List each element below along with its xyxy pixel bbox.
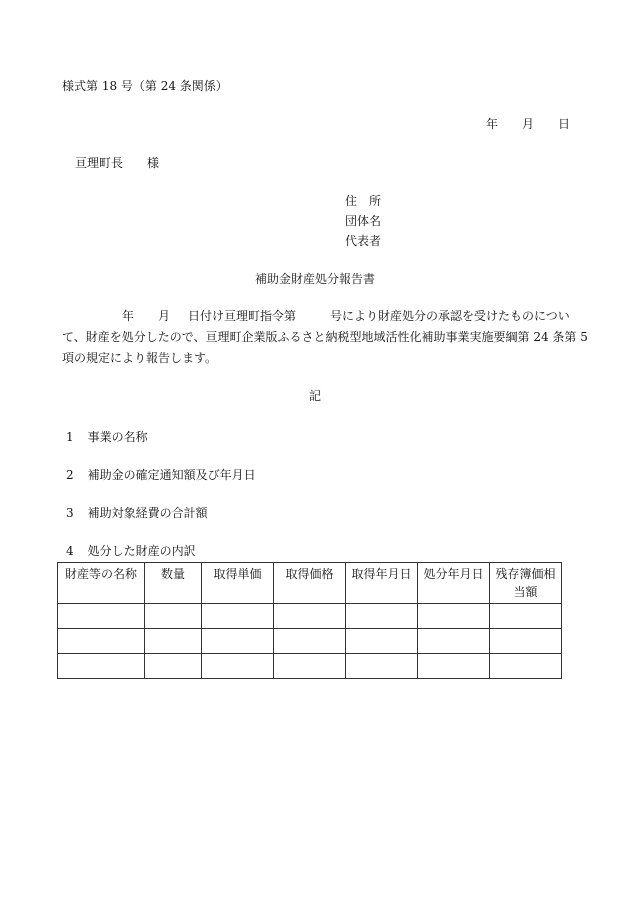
header-asset-name: 財産等の名称 xyxy=(58,563,145,604)
date-day: 日 xyxy=(558,117,571,131)
table-cell xyxy=(418,654,490,679)
table-cell xyxy=(346,654,418,679)
body-after-number: 号により財産処分の承認を受けたものについ xyxy=(330,309,570,323)
table-cell xyxy=(490,604,562,629)
header-unit-cost: 取得単価 xyxy=(202,563,274,604)
table-cell xyxy=(490,629,562,654)
body-paragraph xyxy=(62,306,588,369)
item-3-number: 3 xyxy=(66,506,74,520)
table-cell xyxy=(490,654,562,679)
item-1-label: 事業の名称 xyxy=(87,430,148,444)
body-month: 月 xyxy=(158,309,171,323)
sender-rep-label: 代表者 xyxy=(345,234,382,248)
document-title: 補助金財産処分報告書 xyxy=(254,272,375,286)
body-year: 年 xyxy=(122,309,135,323)
header-acquisition-price: 取得価格 xyxy=(274,563,346,604)
item-1-number: 1 xyxy=(66,430,74,444)
table-cell xyxy=(58,654,145,679)
body-line-1 xyxy=(62,306,570,327)
header-disposal-date: 処分年月日 xyxy=(418,563,490,604)
date-month: 月 xyxy=(522,117,535,131)
addressee-name: 亘理町長 xyxy=(75,156,124,170)
table-cell xyxy=(346,629,418,654)
item-4 xyxy=(66,543,196,559)
asset-table xyxy=(57,562,562,679)
form-reference: 様式第 18 号（第 24 条関係） xyxy=(62,79,228,93)
body-line-2: て、財産を処分したので、亘理町企業版ふるさと納税型地域活性化補助事業実施要綱第 24 条第 5 xyxy=(62,330,588,344)
table-cell xyxy=(202,629,274,654)
table-row xyxy=(58,604,562,629)
item-2 xyxy=(66,467,256,483)
table-row xyxy=(58,654,562,679)
date-line xyxy=(486,116,570,132)
body-date-phrase: 日付け亘理町指令第 xyxy=(188,309,297,323)
body-line-3: 項の規定により報告します。 xyxy=(62,351,218,365)
item-4-number: 4 xyxy=(66,544,74,558)
sender-org-label: 団体名 xyxy=(345,214,382,228)
sender-address-label: 住 所 xyxy=(345,194,382,208)
item-3-label: 補助対象経費の合計額 xyxy=(87,506,208,520)
table-cell xyxy=(145,604,202,629)
table-cell xyxy=(58,604,145,629)
table-cell xyxy=(202,654,274,679)
item-2-label: 補助金の確定通知額及び年月日 xyxy=(87,468,256,482)
table-cell xyxy=(418,629,490,654)
header-residual-book-value: 残存簿価相当額 xyxy=(490,563,562,604)
table-cell xyxy=(145,629,202,654)
table-header-row xyxy=(58,563,562,604)
item-2-number: 2 xyxy=(66,468,74,482)
table-cell xyxy=(418,604,490,629)
ki-heading: 記 xyxy=(308,389,321,403)
date-year: 年 xyxy=(486,117,499,131)
item-1 xyxy=(66,429,148,445)
table-cell xyxy=(58,629,145,654)
addressee-honorific: 様 xyxy=(147,156,160,170)
table-cell xyxy=(274,654,346,679)
item-3 xyxy=(66,505,208,521)
table-cell xyxy=(346,604,418,629)
header-acquisition-date: 取得年月日 xyxy=(346,563,418,604)
table-cell xyxy=(202,604,274,629)
addressee xyxy=(75,155,159,171)
table-cell xyxy=(274,629,346,654)
table-cell xyxy=(145,654,202,679)
table-row xyxy=(58,629,562,654)
item-4-label: 処分した財産の内訳 xyxy=(87,544,196,558)
table-cell xyxy=(274,604,346,629)
header-quantity: 数量 xyxy=(145,563,202,604)
